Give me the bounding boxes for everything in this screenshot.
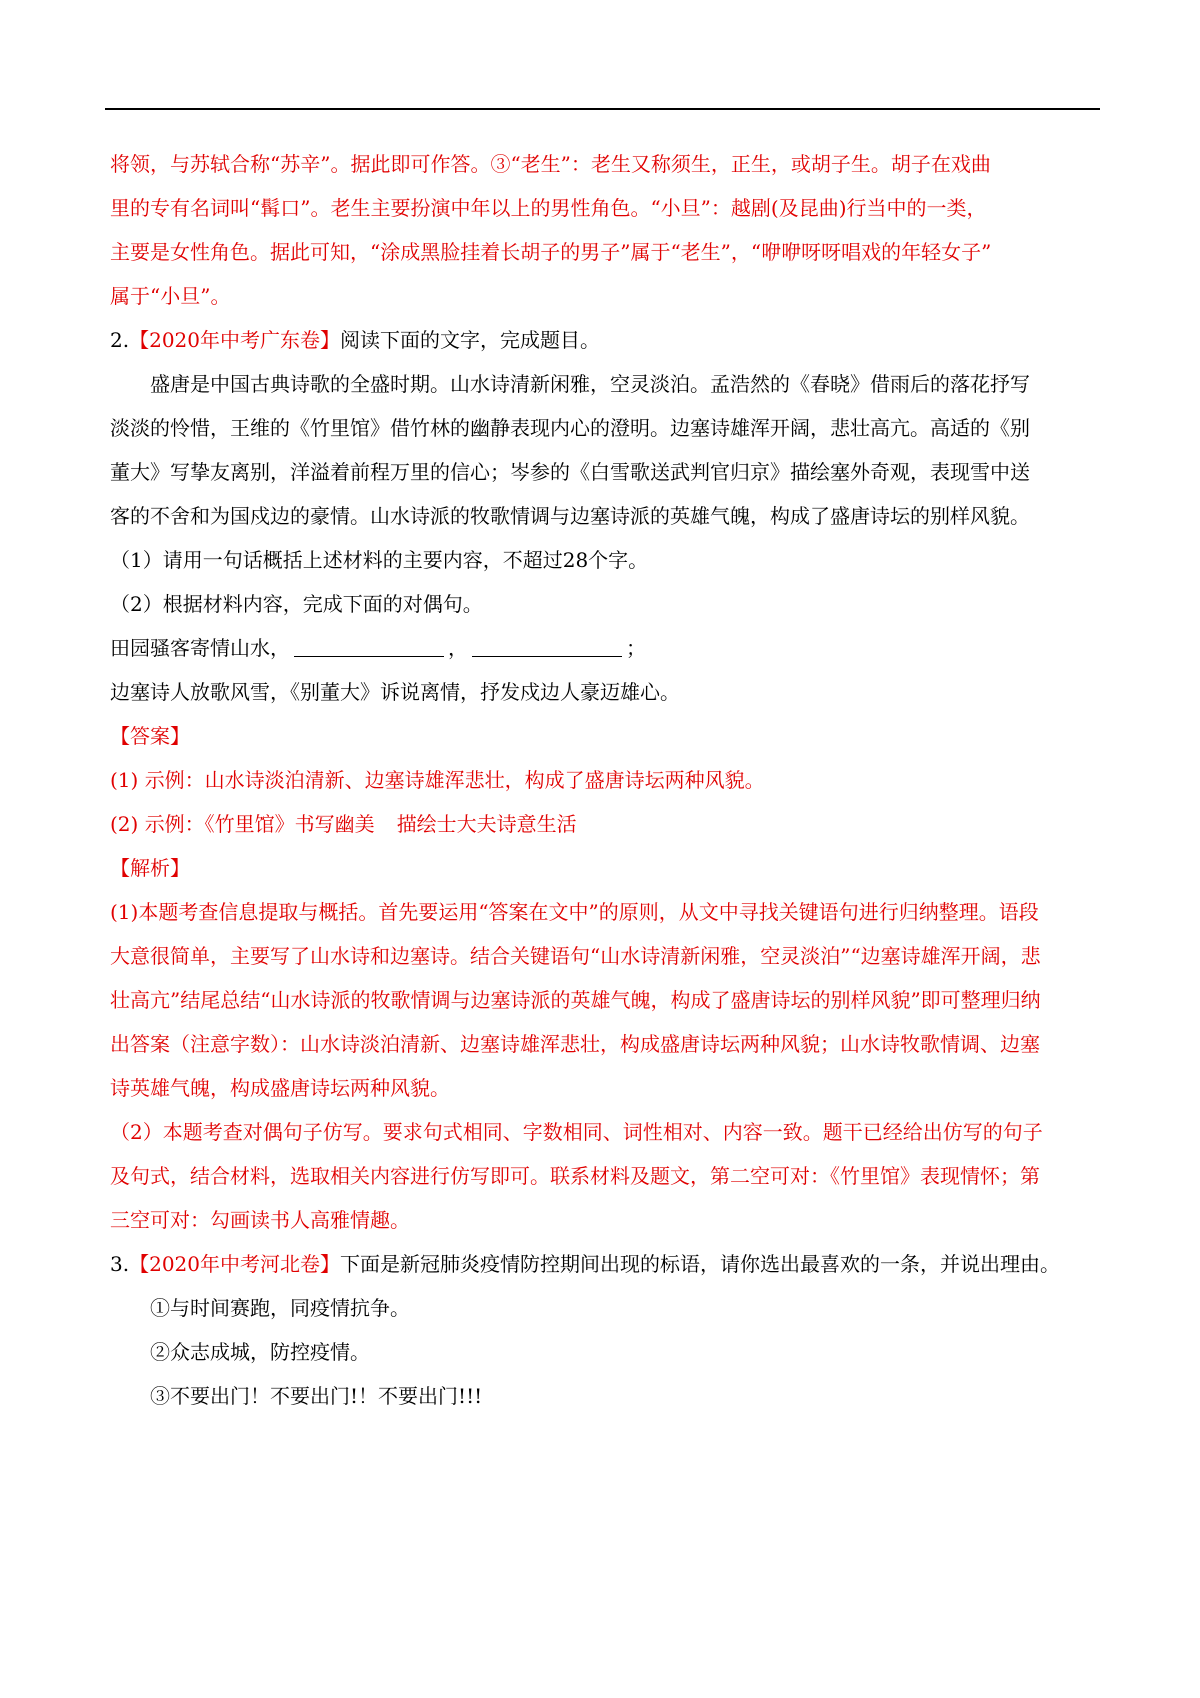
- question-2-stem: [110, 318, 1100, 362]
- question-number: 3.: [110, 1252, 130, 1276]
- analysis-line: 诗英雄气魄，构成盛唐诗坛两种风貌。: [110, 1076, 450, 1100]
- passage-line: 淡淡的怜惜，王维的《竹里馆》借竹林的幽静表现内心的澄明。边塞诗雄浑开阔，悲壮高亢。高适的《别: [110, 416, 1030, 440]
- analysis-line: 主要是女性角色。据此可知，“涂成黑脸挂着长胡子的男子”属于“老生”，“咿咿呀呀唱戏的年轻女子”: [110, 240, 992, 264]
- analysis-line: （2）本题考查对偶句子仿写。要求句式相同、字数相同、词性相对、内容一致。题干已经给出仿写的句子: [110, 1120, 1043, 1144]
- analysis-line: 里的专有名词叫“髯口”。老生主要扮演中年以上的男性角色。“小旦”：越剧(及昆曲)行当中的一类，: [110, 196, 987, 220]
- answer-heading: 【答案】: [110, 724, 190, 748]
- slogan-option-3: ③不要出门！不要出门!！不要出门!!!: [150, 1384, 483, 1408]
- analysis-line: 壮高亢”结尾总结“山水诗派的牧歌情调与边塞诗派的英雄气魄，构成了盛唐诗坛的别样风貌”即可整理归纳: [110, 988, 1041, 1012]
- question-3-stem: [110, 1242, 1100, 1286]
- couplet-start: 田园骚客寄情山水，: [110, 636, 290, 660]
- question-3: [110, 1242, 1100, 1418]
- question-prompt: 下面是新冠肺炎疫情防控期间出现的标语，请你选出最喜欢的一条，并说出理由。: [340, 1252, 1060, 1276]
- question-2: [110, 318, 1100, 1242]
- analysis-line: 大意很简单，主要写了山水诗和边塞诗。结合关键语句“山水诗清新闲雅，空灵淡泊”“边塞诗雄浑开阔，悲: [110, 944, 1041, 968]
- answer-blank-2[interactable]: [472, 634, 622, 657]
- analysis-line: 及句式，结合材料，选取相关内容进行仿写即可。联系材料及题文，第二空可对：《竹里馆》表现情怀；第: [110, 1164, 1040, 1188]
- sub-question-2: （2）根据材料内容，完成下面的对偶句。: [110, 592, 483, 616]
- analysis-line: 三空可对：勾画读书人高雅情趣。: [110, 1208, 410, 1232]
- analysis-line: 出答案（注意字数）：山水诗淡泊清新、边塞诗雄浑悲壮，构成盛唐诗坛两种风貌；山水诗牧歌情调、边塞: [110, 1032, 1040, 1056]
- couplet-end: ；: [626, 636, 646, 660]
- question-source: 【2020年中考广东卷】: [129, 328, 340, 352]
- couplet-separator: ，: [448, 636, 468, 660]
- analysis-line: 将领，与苏轼合称“苏辛”。据此即可作答。③“老生”：老生又称须生，正生，或胡子生。胡子在戏曲: [110, 152, 991, 176]
- question-prompt: 阅读下面的文字，完成题目。: [340, 328, 600, 352]
- header-rule: [105, 108, 1100, 110]
- question-source: 【2020年中考河北卷】: [129, 1252, 340, 1276]
- couplet-line-1: [110, 626, 1100, 670]
- previous-analysis: [110, 142, 1100, 318]
- answer-2-part-a: (2) 示例：《竹里馆》书写幽美: [110, 812, 375, 836]
- passage-line: 盛唐是中国古典诗歌的全盛时期。山水诗清新闲雅，空灵淡泊。孟浩然的《春晓》借雨后的落花抒写: [150, 372, 1030, 396]
- analysis-line: (1)本题考查信息提取与概括。首先要运用“答案在文中”的原则，从文中寻找关键语句进行归纳整理。语段: [110, 900, 1039, 924]
- passage-line: 董大》写挚友离别，洋溢着前程万里的信心；岑参的《白雪歌送武判官归京》描绘塞外奇观，表现雪中送: [110, 460, 1030, 484]
- sub-question-1: （1）请用一句话概括上述材料的主要内容，不超过28个字。: [110, 548, 649, 572]
- answer-2-part-b: 描绘士大夫诗意生活: [396, 812, 577, 836]
- document-page: [110, 142, 1100, 1418]
- answer-blank-1[interactable]: [294, 634, 444, 657]
- question-number: 2.: [110, 328, 130, 352]
- slogan-option-1: ①与时间赛跑，同疫情抗争。: [150, 1296, 410, 1320]
- answer-1: (1) 示例：山水诗淡泊清新、边塞诗雄浑悲壮，构成了盛唐诗坛两种风貌。: [110, 768, 765, 792]
- analysis-line: 属于“小旦”。: [110, 284, 231, 308]
- passage-line: 客的不舍和为国戍边的豪情。山水诗派的牧歌情调与边塞诗派的英雄气魄，构成了盛唐诗坛的别样风貌。: [110, 504, 1030, 528]
- slogan-option-2: ②众志成城，防控疫情。: [150, 1340, 370, 1364]
- answer-2: [110, 802, 1100, 846]
- analysis-heading: 【解析】: [110, 856, 190, 880]
- couplet-line-2: 边塞诗人放歌风雪，《别董大》诉说离情，抒发戍边人豪迈雄心。: [110, 680, 680, 704]
